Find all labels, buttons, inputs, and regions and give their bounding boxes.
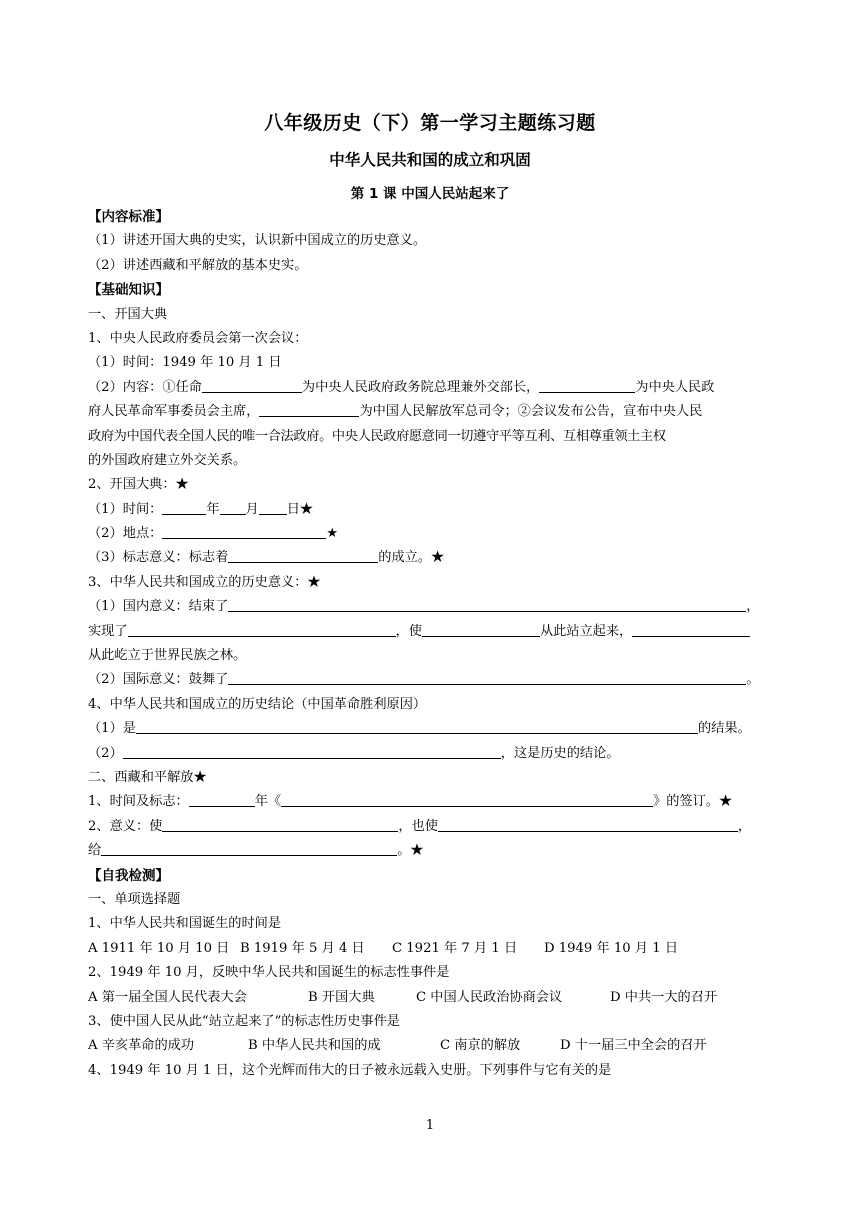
fill-blank[interactable]	[123, 743, 501, 759]
question: 3、中华人民共和国成立的历史意义：★	[88, 574, 321, 590]
text: ，也使	[398, 818, 438, 834]
text: 实现了	[88, 623, 128, 639]
text: ，这是历史的结论。	[500, 745, 620, 761]
text: 1、时间及标志：	[88, 794, 189, 810]
text: ，使	[395, 623, 422, 639]
fill-blank[interactable]	[228, 547, 378, 563]
question: 4、中华人民共和国成立的历史结论（中国革命胜利原因）	[88, 696, 427, 712]
text: 月	[245, 501, 259, 517]
question	[88, 790, 772, 814]
text: 从此站立起来，	[539, 623, 633, 639]
fill-blank[interactable]	[101, 840, 397, 856]
question-detail	[88, 546, 772, 570]
fill-blank[interactable]	[162, 499, 206, 515]
fill-blank[interactable]	[162, 523, 326, 539]
fill-blank[interactable]	[438, 816, 738, 832]
answer-options	[88, 986, 772, 1010]
fill-blank[interactable]	[202, 377, 302, 393]
question-detail	[88, 522, 772, 546]
text: 。★	[397, 843, 424, 859]
fill-blank[interactable]	[136, 718, 698, 734]
question-detail	[88, 717, 772, 741]
text: 的成立。★	[378, 550, 445, 566]
text: 为中央人民政府政务院总理兼外交部长，	[301, 379, 540, 395]
text: ，	[746, 599, 760, 615]
option-d[interactable]: D 1949 年 10 月 1 日	[544, 940, 679, 956]
question: 4、1949 年 10 月 1 日，这个光辉而伟大的日子被永远载入史册。下列事件与它有关的是	[88, 1062, 612, 1078]
question-detail: 从此屹立于世界民族之林。	[88, 648, 247, 664]
question-detail: （1）时间：1949 年 10 月 1 日	[88, 355, 282, 371]
question: 2、1949 年 10 月，反映中华人民共和国诞生的标志性事件是	[88, 965, 450, 981]
fill-blank[interactable]	[228, 669, 746, 685]
question: 3、使中国人民从此“站立起来了”的标志性历史事件是	[88, 1013, 400, 1029]
question-detail	[88, 376, 772, 400]
option-a[interactable]: A 辛亥革命的成功	[88, 1038, 195, 1054]
text: 2、意义：使	[88, 818, 163, 834]
option-b[interactable]: B 1919 年 5 月 4 日	[240, 940, 365, 956]
answer-options	[88, 937, 772, 961]
content-standard-item: （2）讲述西藏和平解放的基本史实。	[88, 257, 308, 273]
option-d[interactable]: D 十一届三中全会的召开	[560, 1038, 707, 1054]
document-title: 八年级历史（下）第一学习主题练习题	[264, 112, 596, 134]
option-b[interactable]: B 中华人民共和国的成	[248, 1038, 381, 1054]
question	[88, 839, 772, 863]
text: （1）国内意义：结束了	[88, 599, 229, 615]
text: 为中国人民解放军总司令；②会议发布公告，宣布中央人民	[359, 404, 703, 420]
fill-blank[interactable]	[422, 621, 540, 637]
text: （1）是	[88, 721, 136, 737]
question: 1、中华人民共和国诞生的时间是	[88, 916, 282, 932]
text: ，	[737, 818, 752, 834]
fill-blank[interactable]	[162, 816, 398, 832]
text: （2）	[88, 745, 123, 761]
self-test-heading: 【自我检测】	[88, 867, 169, 884]
answer-options	[88, 1034, 772, 1058]
question-detail	[88, 668, 772, 692]
fill-blank[interactable]	[539, 377, 635, 393]
text: （2）国际意义：鼓舞了	[88, 672, 229, 688]
fill-blank[interactable]	[259, 499, 287, 515]
question-detail	[88, 742, 772, 766]
text: 年《	[254, 794, 282, 810]
option-a[interactable]: A 第一届全国人民代表大会	[88, 989, 247, 1005]
fill-blank[interactable]	[281, 791, 653, 807]
fill-blank[interactable]	[228, 596, 746, 612]
text: ★	[326, 526, 339, 542]
section-heading: 二、西藏和平解放★	[88, 769, 207, 785]
text: 给	[88, 843, 102, 859]
text: （2）内容：①任命	[88, 379, 202, 395]
option-c[interactable]: C 中国人民政治协商会议	[416, 989, 563, 1005]
text: 府人民革命军事委员会主席，	[88, 404, 260, 420]
fill-blank[interactable]	[259, 401, 359, 417]
text: 为中央人民政	[635, 379, 715, 395]
question: 2、开国大典：★	[88, 477, 189, 493]
fill-blank[interactable]	[128, 621, 396, 637]
text: 。	[746, 672, 760, 688]
text: 》的签订。★	[653, 794, 733, 810]
text: 的结果。	[697, 721, 751, 737]
question: 1、中央人民政府委员会第一次会议：	[88, 330, 308, 346]
option-b[interactable]: B 开国大典	[308, 989, 375, 1005]
question-detail: 的外国政府建立外交关系。	[88, 452, 247, 468]
question-detail	[88, 595, 772, 619]
fill-blank[interactable]	[632, 621, 750, 637]
option-a[interactable]: A 1911 年 10 月 10 日	[88, 940, 230, 956]
content-standard-item: （1）讲述开国大典的史实，认识新中国成立的历史意义。	[88, 233, 427, 249]
question-detail	[88, 400, 772, 424]
page-number: 1	[425, 1118, 435, 1133]
document-body	[88, 205, 772, 1083]
question-detail	[88, 620, 772, 644]
document-subtitle: 中华人民共和国的成立和巩固	[329, 151, 531, 169]
question-detail	[88, 498, 772, 522]
option-c[interactable]: C 1921 年 7 月 1 日	[392, 940, 518, 956]
option-d[interactable]: D 中共一大的召开	[610, 989, 718, 1005]
text: （3）标志意义：标志着	[88, 550, 229, 566]
lesson-title: 第 1 课 中国人民站起来了	[350, 186, 510, 202]
option-c[interactable]: C 南京的解放	[440, 1038, 521, 1054]
text: 日★	[286, 501, 314, 517]
section-heading: 一、开国大典	[88, 306, 168, 322]
text: （1）时间：	[88, 501, 163, 517]
question	[88, 815, 772, 839]
fill-blank[interactable]	[220, 499, 246, 515]
question-detail: 政府为中国代表全国人民的唯一合法政府。中央人民政府愿意同一切遵守平等互利、互相尊重领土主权	[88, 428, 666, 444]
content-standard-heading: 【内容标准】	[88, 209, 169, 225]
fill-blank[interactable]	[189, 791, 255, 807]
text: 年	[206, 501, 220, 517]
section-heading: 一、单项选择题	[88, 891, 181, 907]
basic-knowledge-heading: 【基础知识】	[88, 282, 169, 299]
text: （2）地点：	[88, 526, 163, 542]
